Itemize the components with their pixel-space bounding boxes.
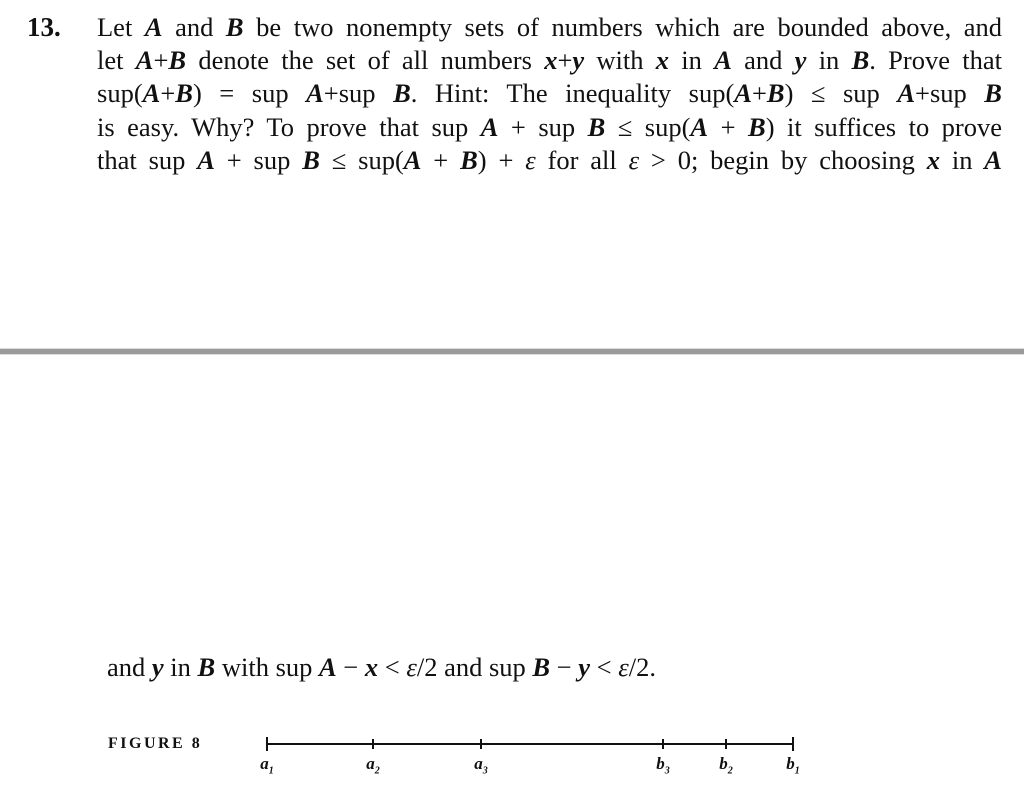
number-line-figure (0, 725, 1024, 793)
problem-line-4: is easy. Why? To prove that sup A + sup B ≤ sup(A + B) it suffices to prove (97, 111, 1002, 142)
page-top-section (0, 0, 1024, 348)
problem-line-2: let A+B denote the set of all numbers x+y with x in A and y in B. Prove that (97, 45, 1002, 76)
problem-text (97, 11, 1002, 177)
problem-number: 13. (27, 12, 61, 42)
tick-label-a1: $a_1$ (260, 754, 274, 777)
tick-label-b1: $b_1$ (786, 754, 800, 777)
tick-label-b2: $b_2$ (719, 754, 733, 777)
tick-label-a3: $a_3$ (474, 754, 488, 777)
problem-line-5: that sup A + sup B ≤ sup(A + B) + ε for all ε > 0; begin by choosing x in A (97, 144, 1002, 175)
problem-line-1: Let A and B be two nonempty sets of numbers which are bounded above, and (97, 12, 1003, 42)
page-divider (0, 348, 1024, 355)
tick-label-b3: $b_3$ (656, 754, 670, 777)
figure-label: FIGURE 8 (108, 735, 203, 752)
tick-label-a2: $a_2$ (366, 754, 380, 777)
problem-continuation: and y in B with sup A − x < ε/2 and sup B − y < ε/2. (107, 652, 656, 682)
problem-line-3: sup(A+B) = sup A+sup B. Hint: The inequality sup(A+B) ≤ sup A+sup B (97, 78, 1002, 109)
